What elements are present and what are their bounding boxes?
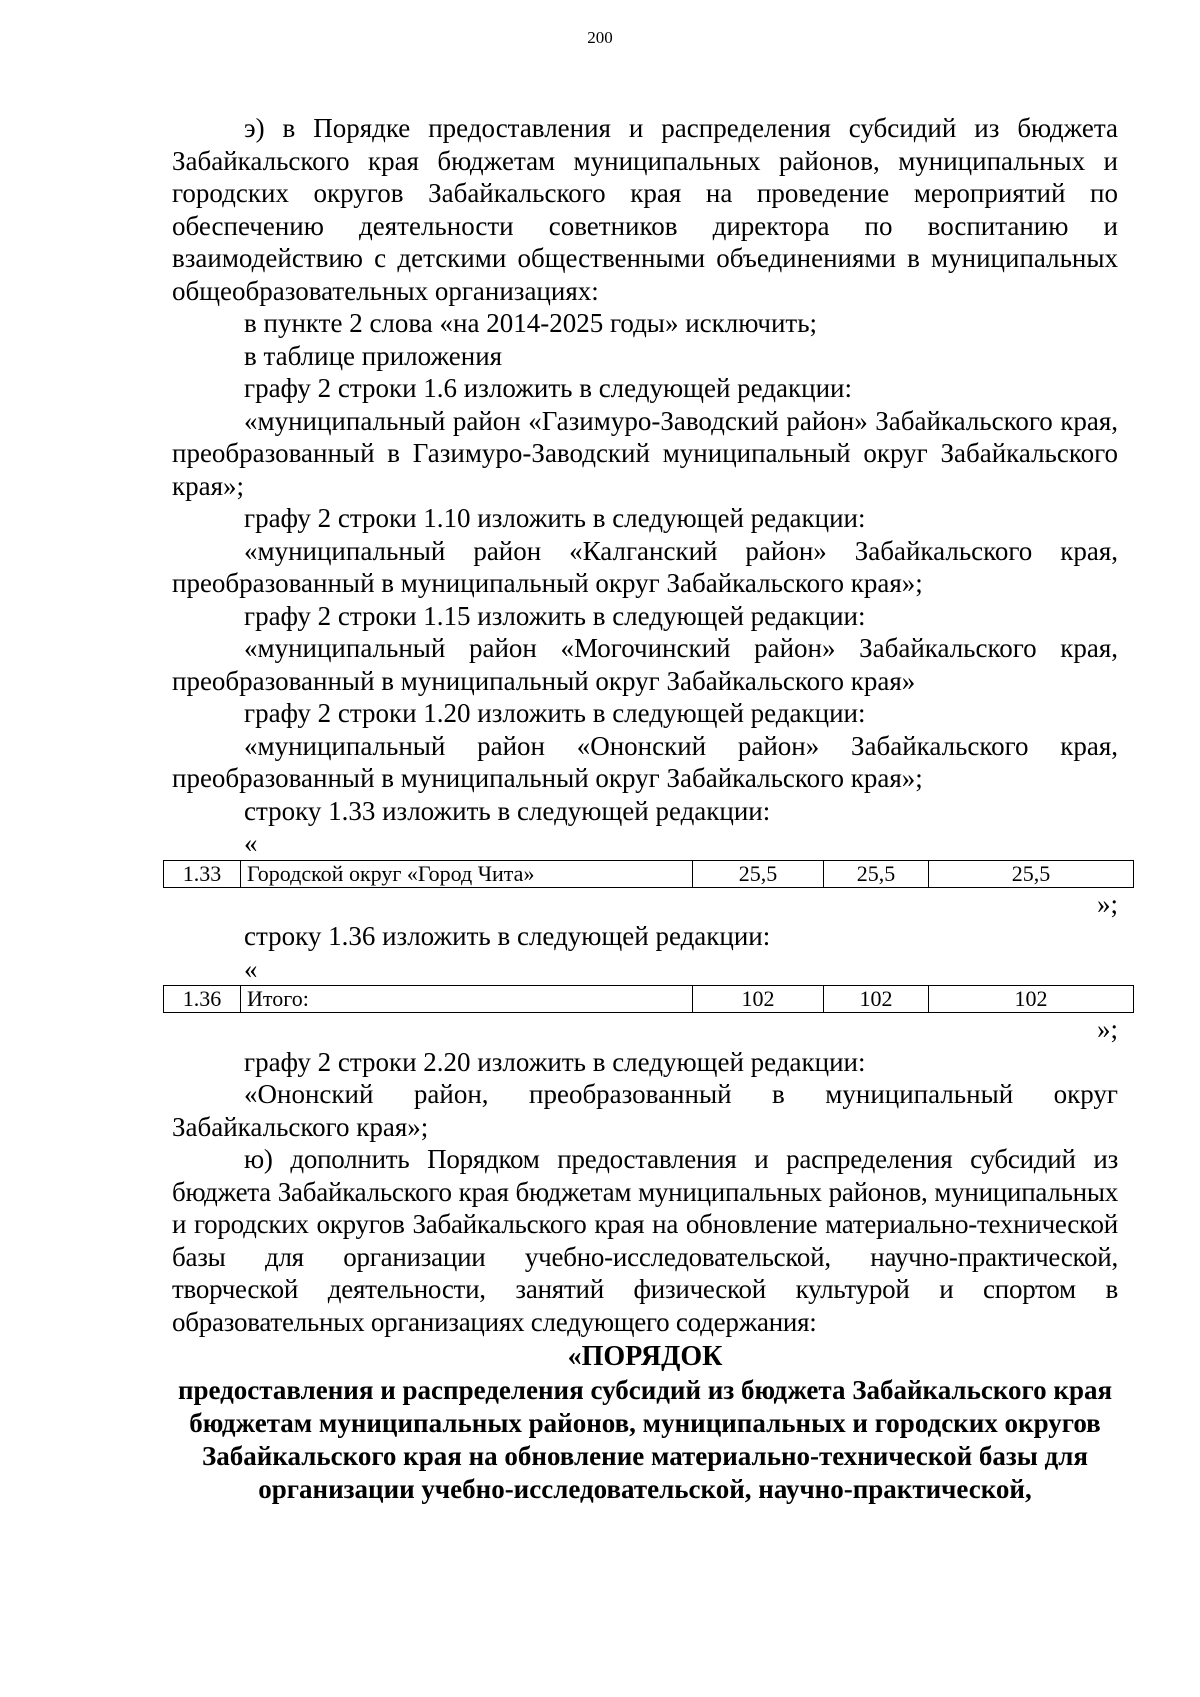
row-value-1-cell: 102: [693, 986, 824, 1013]
paragraph-row-1-6-text: «муниципальный район «Газимуро-Заводский район» Забайкальского края, преобразованный в Газимуро-Заводский муниципальный округ Забайкальского края»;: [172, 405, 1118, 501]
row-name-cell: Итого:: [241, 986, 693, 1013]
row-value-2-cell: 25,5: [824, 860, 929, 887]
paragraph-row-1-20-text: «муниципальный район «Ононский район» Забайкальского края, преобразованный в муниципальный округ Забайкальского края»;: [172, 730, 1118, 793]
paragraph-row-1-20-intro: графу 2 строки 1.20 изложить в следующей редакции:: [244, 698, 866, 728]
paragraph-row-1-36-intro: строку 1.36 изложить в следующей редакции:: [244, 921, 771, 951]
paragraph-row-1-15-intro: графу 2 строки 1.15 изложить в следующей редакции:: [244, 600, 866, 631]
row-value-3-cell: 25,5: [929, 860, 1134, 887]
order-subtitle: предоставления и распределения субсидий из бюджета Забайкальского края бюджетам муниципальных районов, муниципальных и городских округов Забайкальского края на обновление материально-технической базы для организации учебно-исследовательской, научно-практической,: [177, 1375, 1113, 1504]
row-number-cell: 1.33: [164, 860, 241, 887]
quote-open-mark: «: [244, 953, 258, 984]
table-row-1-33: [163, 860, 1134, 888]
paragraph-item-e: э) в Порядке предоставления и распределения субсидий из бюджета Забайкальского края бюджетам муниципальных районов, муниципальных и городских округов Забайкальского края на проведение мероприятий по обеспечению деятельности советников директора по воспитанию и взаимодействию с детскими общественными объединениями в муниципальных общеобразовательных организациях:: [172, 113, 1118, 306]
paragraph-row-2-20-text: «Ононский район, преобразованный в муниципальный округ Забайкальского края»;: [172, 1079, 1118, 1142]
table-row: [164, 860, 1134, 887]
paragraph-row-1-15-text: «муниципальный район «Могочинский район» Забайкальского края, преобразованный в муниципальный округ Забайкальского края»: [172, 633, 1118, 696]
table-row: [164, 986, 1134, 1013]
row-value-3-cell: 102: [929, 986, 1134, 1013]
paragraph-table-intro: в таблице приложения: [244, 340, 503, 371]
row-value-2-cell: 102: [824, 986, 929, 1013]
order-title-block: [172, 1340, 1118, 1506]
page-number: 200: [587, 28, 613, 47]
paragraph-row-1-33-intro: строку 1.33 изложить в следующей редакции:: [244, 795, 771, 826]
paragraph-row-1-10-text: «муниципальный район «Калганский район» Забайкальского края, преобразованный в муниципальный округ Забайкальского края»;: [172, 535, 1118, 598]
order-heading: «ПОРЯДОК: [567, 1341, 723, 1372]
quote-close-mark: »;: [1096, 1014, 1118, 1044]
paragraph-row-1-6-intro: графу 2 строки 1.6 изложить в следующей редакции:: [244, 373, 852, 403]
paragraph-item-yu: ю) дополнить Порядком предоставления и распределения субсидий из бюджета Забайкальского края бюджетам муниципальных районов, муниципальных и городских округов Забайкальского края на обновление материально-технической базы для организации учебно-исследовательской, научно-практической, творческой деятельности, занятий физической культурой и спортом в образовательных организациях следующего содержания:: [172, 1144, 1118, 1337]
paragraph-row-2-20-intro: графу 2 строки 2.20 изложить в следующей редакции:: [244, 1046, 866, 1077]
row-number-cell: 1.36: [164, 986, 241, 1013]
paragraph-row-1-10-intro: графу 2 строки 1.10 изложить в следующей редакции:: [244, 503, 866, 533]
document-body: [172, 112, 1118, 1506]
paragraph-point-2: в пункте 2 слова «на 2014-2025 годы» исключить;: [244, 308, 818, 338]
table-row-1-36: [163, 985, 1134, 1013]
quote-open-mark: «: [244, 828, 258, 858]
row-value-1-cell: 25,5: [693, 860, 824, 887]
row-name-cell: Городской округ «Город Чита»: [241, 860, 693, 887]
quote-close-mark: »;: [1096, 888, 1118, 919]
